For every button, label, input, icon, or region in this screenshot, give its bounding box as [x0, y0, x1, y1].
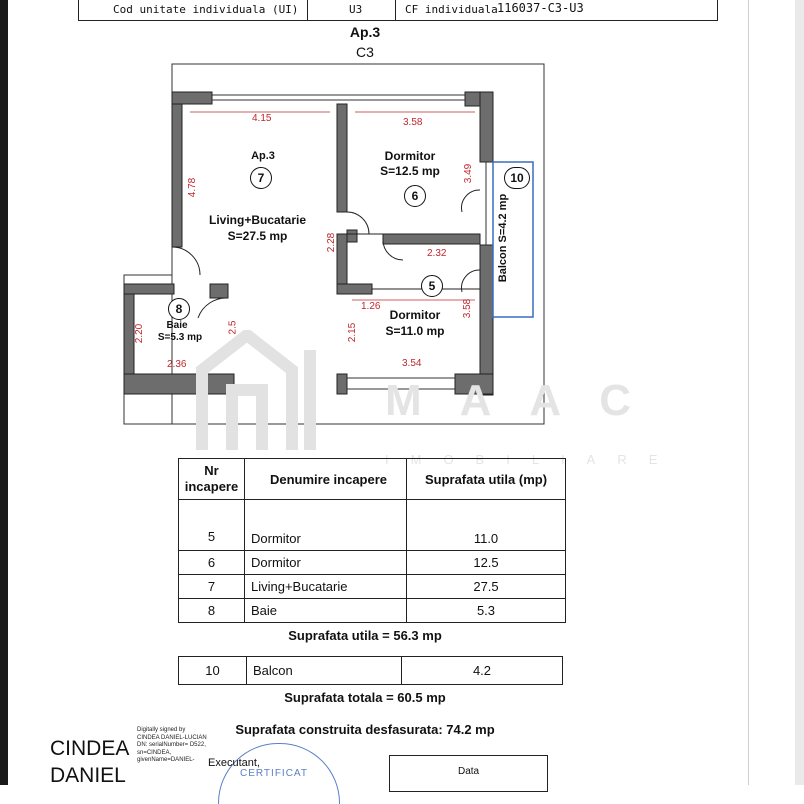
- dim-label: 1.26: [361, 301, 381, 312]
- balcony-table: [178, 656, 563, 685]
- dim-label: 3.54: [402, 358, 422, 369]
- cf-value: 116037-C3-U3: [497, 1, 584, 15]
- table-cell: 5.3: [407, 599, 566, 623]
- dim-label: 3.58: [403, 117, 423, 128]
- plan-subtitle: C3: [356, 44, 374, 60]
- dim-label: 2.32: [427, 248, 447, 259]
- dim-label: 2.28: [326, 232, 338, 253]
- apt-label: Ap.3: [251, 150, 275, 162]
- dim-label: 2.20: [134, 323, 146, 344]
- room-number-8: 8: [168, 298, 190, 320]
- table-cell: 27.5: [407, 575, 566, 599]
- table-cell: 10: [179, 657, 247, 685]
- watermark-text: MAAC: [385, 376, 669, 425]
- dim-label: 4.78: [187, 177, 199, 198]
- plan-title: Ap.3: [349, 24, 381, 40]
- dorm5-name: Dormitor: [389, 308, 441, 322]
- balcon-label: Balcon S=4.2 mp: [497, 193, 509, 283]
- cf-label: CF individuala: [405, 3, 498, 16]
- baie-name: Baie: [166, 320, 188, 331]
- watermark-subtext: IMOBILIARE: [385, 452, 680, 467]
- ui-label: Cod unitate individuala (UI): [113, 3, 299, 16]
- dim-label: 2.15: [347, 322, 359, 343]
- stamp-text: CERTIFICAT: [240, 768, 308, 779]
- table-cell: 8: [179, 599, 245, 623]
- signer-name: CINDEA DANIEL: [50, 737, 130, 787]
- table-cell: 6: [179, 551, 245, 575]
- table-cell: 11.0: [407, 500, 566, 551]
- dorm5-area: S=11.0 mp: [385, 324, 445, 338]
- digital-signature-text: Digitally signed by CINDEA DANIEL-LUCIAN DN: serialNumber= D522, sn=CINDEA, givenName=DANIEL-: [137, 727, 207, 763]
- table-cell: 12.5: [407, 551, 566, 575]
- executant-label: Executant,: [208, 757, 260, 769]
- ui-value: U3: [349, 3, 363, 16]
- living-area: S=27.5 mp: [227, 229, 288, 243]
- living-name: Living+Bucatarie: [208, 213, 307, 227]
- table-cell: 4.2: [402, 657, 563, 685]
- date-box: Data: [389, 755, 548, 792]
- dorm6-area: S=12.5 mp: [380, 164, 440, 178]
- dim-label: 3.58: [462, 298, 474, 319]
- table-cell: 5: [179, 500, 245, 551]
- dim-label: 2.36: [167, 359, 187, 370]
- table-cell: Baie: [245, 599, 407, 623]
- suprafata-utila: Suprafata utila = 56.3 mp: [288, 628, 442, 643]
- table-cell: Dormitor: [245, 500, 407, 551]
- table-cell: Balcon: [247, 657, 402, 685]
- room-number-6: 6: [404, 185, 426, 207]
- room-number-5: 5: [421, 275, 443, 297]
- dim-label: 4.15: [252, 113, 272, 124]
- dim-label: 3.49: [463, 163, 475, 184]
- table-cell: Living+Bucatarie: [245, 575, 407, 599]
- baie-area: S=5.3 mp: [157, 332, 203, 343]
- room-number-7: 7: [250, 167, 272, 189]
- areas-table: [178, 458, 566, 623]
- dorm6-name: Dormitor: [384, 149, 436, 163]
- watermark-logo-icon: [192, 330, 332, 455]
- table-cell: Dormitor: [245, 551, 407, 575]
- suprafata-totala: Suprafata totala = 60.5 mp: [284, 690, 446, 705]
- dim-label: 2.5: [227, 320, 239, 335]
- table-cell: 7: [179, 575, 245, 599]
- col-area-header: Suprafata utila (mp): [407, 459, 566, 500]
- room-number-10: 10: [504, 167, 530, 189]
- suprafata-construita: Suprafata construita desfasurata: 74.2 mp: [235, 722, 495, 737]
- col-nr-header: Nr incapere: [179, 459, 245, 500]
- col-name-header: Denumire incapere: [245, 459, 407, 500]
